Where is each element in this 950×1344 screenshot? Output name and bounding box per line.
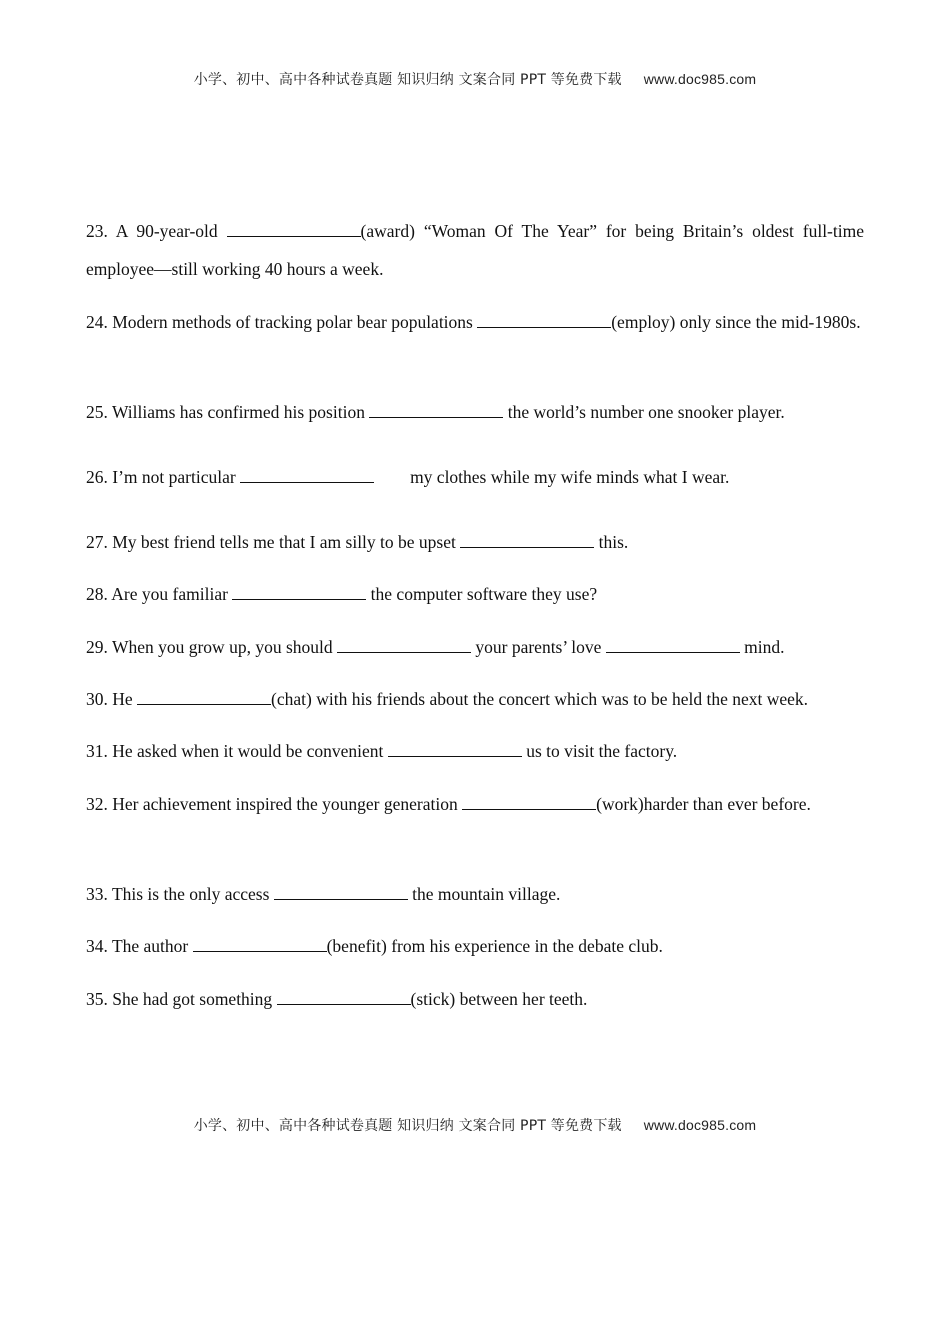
question-text: (award) “Woman Of The Year” for being Britain’s oldest full-time employee—still working 40 hours a week. (86, 221, 864, 279)
question-text: I’m not particular (112, 467, 241, 487)
question-text: the world’s number one snooker player. (503, 402, 785, 422)
question-number: 29. (86, 637, 108, 657)
answer-blank[interactable] (462, 795, 596, 810)
question-text: Williams has confirmed his position (111, 402, 370, 422)
question-23 (86, 212, 864, 288)
answer-blank[interactable] (232, 585, 366, 600)
question-text: (work)harder than ever before. (596, 794, 811, 814)
question-25 (86, 393, 864, 431)
question-number: 25. (86, 402, 108, 422)
answer-blank[interactable] (137, 690, 271, 705)
answer-blank[interactable] (460, 533, 594, 548)
question-number: 28. (86, 584, 108, 604)
question-text: the computer software they use? (366, 584, 598, 604)
page-header (0, 69, 950, 89)
question-number: 34. (86, 936, 108, 956)
answer-blank[interactable] (193, 937, 327, 952)
answer-blank[interactable] (369, 403, 503, 418)
question-text: (employ) only since the mid-1980s. (611, 312, 861, 332)
question-34 (86, 927, 864, 965)
question-number: 27. (86, 532, 108, 552)
question-text: When you grow up, you should (111, 637, 337, 657)
answer-blank[interactable] (337, 638, 471, 653)
question-text: Modern methods of tracking polar bear populations (112, 312, 478, 332)
footer-text: 小学、初中、高中各种试卷真题 知识归纳 文案合同 PPT 等免费下载 (193, 1118, 622, 1134)
question-35 (86, 980, 864, 1018)
question-number: 33. (86, 884, 108, 904)
question-28 (86, 575, 864, 613)
question-number: 31. (86, 741, 108, 761)
question-text: this. (594, 532, 629, 552)
question-text: (benefit) from his experience in the debate club. (326, 936, 663, 956)
question-32 (86, 785, 864, 823)
question-text: your parents’ love (471, 637, 606, 657)
question-text: us to visit the factory. (521, 741, 678, 761)
page-footer (0, 1115, 950, 1135)
question-text: The author (111, 936, 193, 956)
question-text: Her achievement inspired the younger generation (112, 794, 463, 814)
question-text: mind. (739, 637, 785, 657)
question-text: (stick) between her teeth. (410, 989, 588, 1009)
header-url: www.doc985.com (643, 71, 757, 87)
question-number: 26. (86, 467, 108, 487)
answer-blank[interactable] (388, 742, 522, 757)
question-24 (86, 303, 864, 341)
answer-blank[interactable] (477, 313, 611, 328)
question-31 (86, 732, 864, 770)
question-text: She had got something (112, 989, 277, 1009)
answer-blank[interactable] (277, 990, 411, 1005)
question-text: (chat) with his friends about the concert which was to be held the next week. (271, 689, 809, 709)
question-33 (86, 875, 864, 913)
question-text: This is the only access (111, 884, 274, 904)
question-text: the mountain village. (407, 884, 561, 904)
question-text: He (112, 689, 138, 709)
answer-blank[interactable] (274, 885, 408, 900)
footer-url: www.doc985.com (643, 1117, 757, 1133)
question-29 (86, 628, 864, 666)
question-text: A 90-year-old (115, 221, 227, 241)
header-text: 小学、初中、高中各种试卷真题 知识归纳 文案合同 PPT 等免费下载 (193, 72, 622, 88)
question-text: Are you familiar (111, 584, 233, 604)
question-number: 32. (86, 794, 108, 814)
question-number: 24. (86, 312, 108, 332)
question-number: 35. (86, 989, 108, 1009)
question-27 (86, 523, 864, 561)
question-26 (86, 458, 864, 496)
question-text: my clothes while my wife minds what I wear. (410, 467, 730, 487)
question-text: He asked when it would be convenient (112, 741, 388, 761)
answer-blank[interactable] (227, 222, 361, 237)
question-30 (86, 680, 864, 718)
question-number: 30. (86, 689, 108, 709)
question-number: 23. (86, 221, 108, 241)
question-text: My best friend tells me that I am silly to be upset (112, 532, 461, 552)
answer-blank[interactable] (606, 638, 740, 653)
answer-blank[interactable] (240, 468, 374, 483)
